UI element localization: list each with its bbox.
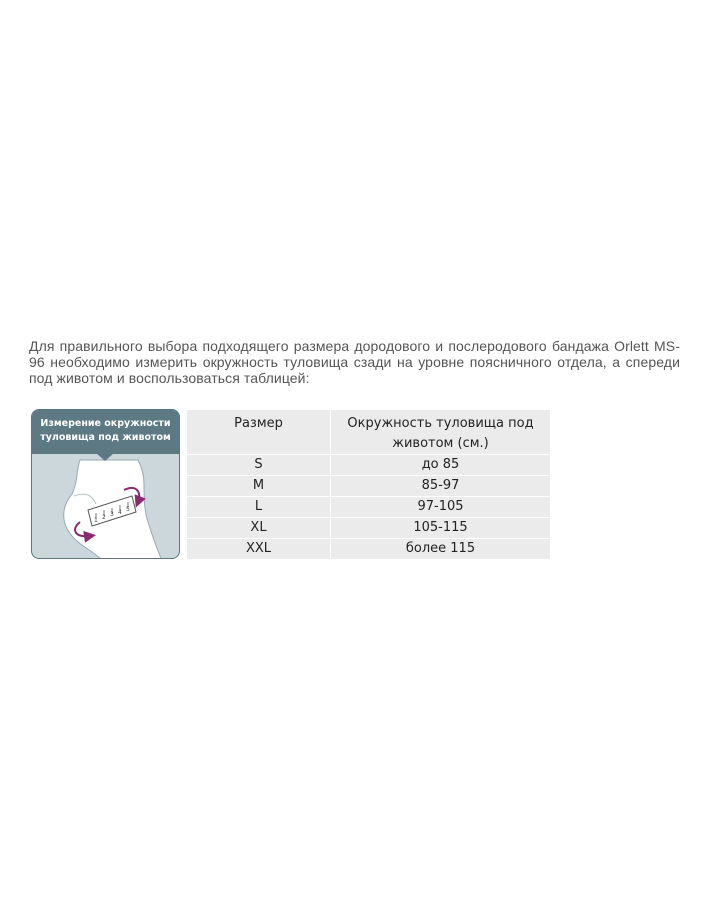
intro-text: Для правильного выбора подходящего размера дородового и послеродового бандажа Orlett MS-96 необходимо измерить окружность туловища сзади на уровне поясничного отдела, а спереди под животом и воспользоваться таблицей:: [29, 338, 680, 386]
girth-cell: до 85: [331, 455, 551, 476]
header-size: Размер: [187, 410, 331, 455]
size-cell: M: [187, 476, 331, 497]
banner-notch: [96, 453, 114, 461]
table-row: [187, 539, 551, 560]
ruler-mark: 3: [110, 511, 114, 518]
size-table: [186, 409, 551, 560]
header-girth: Окружность туловища под животом (см.): [331, 410, 551, 455]
girth-cell: 85-97: [331, 476, 551, 497]
illustration-title-line1: Измерение окружности: [40, 418, 171, 429]
table-row: [187, 497, 551, 518]
size-cell: XL: [187, 518, 331, 539]
size-cell: S: [187, 455, 331, 476]
ruler-mark: 2: [102, 514, 106, 521]
table-header-row: [187, 410, 551, 455]
table-row: [187, 476, 551, 497]
size-cell: L: [187, 497, 331, 518]
girth-cell: более 115: [331, 539, 551, 560]
girth-cell: 105-115: [331, 518, 551, 539]
ruler-mark: 5: [126, 506, 130, 513]
ruler-mark: 4: [118, 509, 122, 516]
illustration-title-line2: туловища под животом: [40, 432, 171, 443]
measurement-illustration: [31, 409, 180, 559]
table-row: [187, 455, 551, 476]
ruler-mark: 1: [94, 517, 98, 524]
girth-cell: 97-105: [331, 497, 551, 518]
size-cell: XXL: [187, 539, 331, 560]
table-row: [187, 518, 551, 539]
